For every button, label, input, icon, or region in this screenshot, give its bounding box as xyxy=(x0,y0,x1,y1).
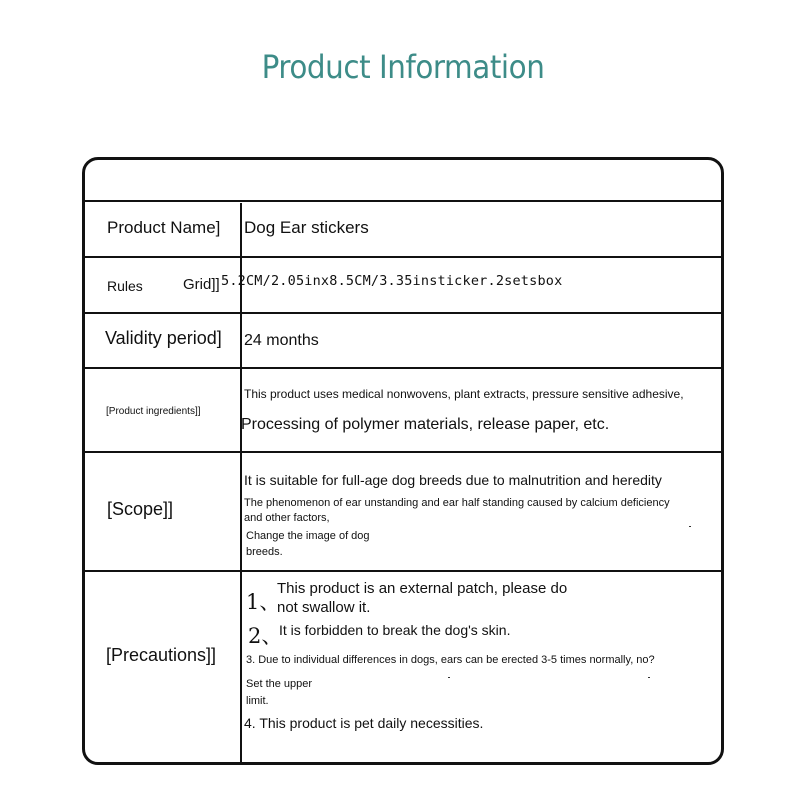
speck xyxy=(648,677,650,678)
precaution-3-cont-1: Set the upper xyxy=(246,678,313,690)
divider xyxy=(85,451,721,453)
precaution-3: 3. Due to individual differences in dogs, ears can be erected 3-5 times normally, no? xyxy=(246,654,655,666)
label-precautions: [Precautions]] xyxy=(106,645,217,665)
label-rules: Rules xyxy=(107,278,143,294)
speck xyxy=(689,526,691,527)
label-validity: Validity period] xyxy=(105,328,222,348)
scope-line-2: The phenomenon of ear unstanding and ear half standing caused by calcium deficiency xyxy=(244,497,670,509)
label-grid: Grid]] xyxy=(183,276,220,293)
scope-line-1: It is suitable for full-age dog breeds due to malnutrition and heredity xyxy=(244,472,662,488)
precaution-1-line-2: not swallow it. xyxy=(277,599,371,616)
precaution-1-line-1: This product is an external patch, please do xyxy=(277,580,568,597)
ingredients-line-2: Processing of polymer materials, release paper, etc. xyxy=(241,416,610,433)
precaution-number-1: 1、 xyxy=(246,590,281,614)
precaution-3-cont-2: limit. xyxy=(246,695,269,707)
value-rules: 5.2CM/2.05inx8.5CM/3.35insticker.2setsbox xyxy=(221,273,563,289)
value-validity: 24 months xyxy=(244,332,319,349)
scope-line-4: Change the image of dog xyxy=(246,530,370,542)
label-ingredients: [Product ingredients]] xyxy=(106,406,201,417)
divider xyxy=(85,200,721,202)
speck xyxy=(448,677,450,678)
divider xyxy=(85,570,721,572)
precaution-4: 4. This product is pet daily necessities. xyxy=(244,715,484,731)
precaution-2: It is forbidden to break the dog's skin. xyxy=(279,622,511,638)
ingredients-line-1: This product uses medical nonwovens, plant extracts, pressure sensitive adhesive, xyxy=(244,387,684,401)
page-title: Product Information xyxy=(261,48,545,86)
value-product-name: Dog Ear stickers xyxy=(244,218,369,237)
scope-line-3: and other factors, xyxy=(244,512,330,524)
precaution-number-2: 2、 xyxy=(248,624,283,648)
scope-line-5: breeds. xyxy=(246,546,283,558)
label-scope: [Scope]] xyxy=(107,499,174,519)
divider xyxy=(85,312,721,314)
divider xyxy=(85,367,721,369)
product-info-table xyxy=(82,157,724,765)
label-product-name: Product Name] xyxy=(107,218,221,237)
divider xyxy=(85,256,721,258)
